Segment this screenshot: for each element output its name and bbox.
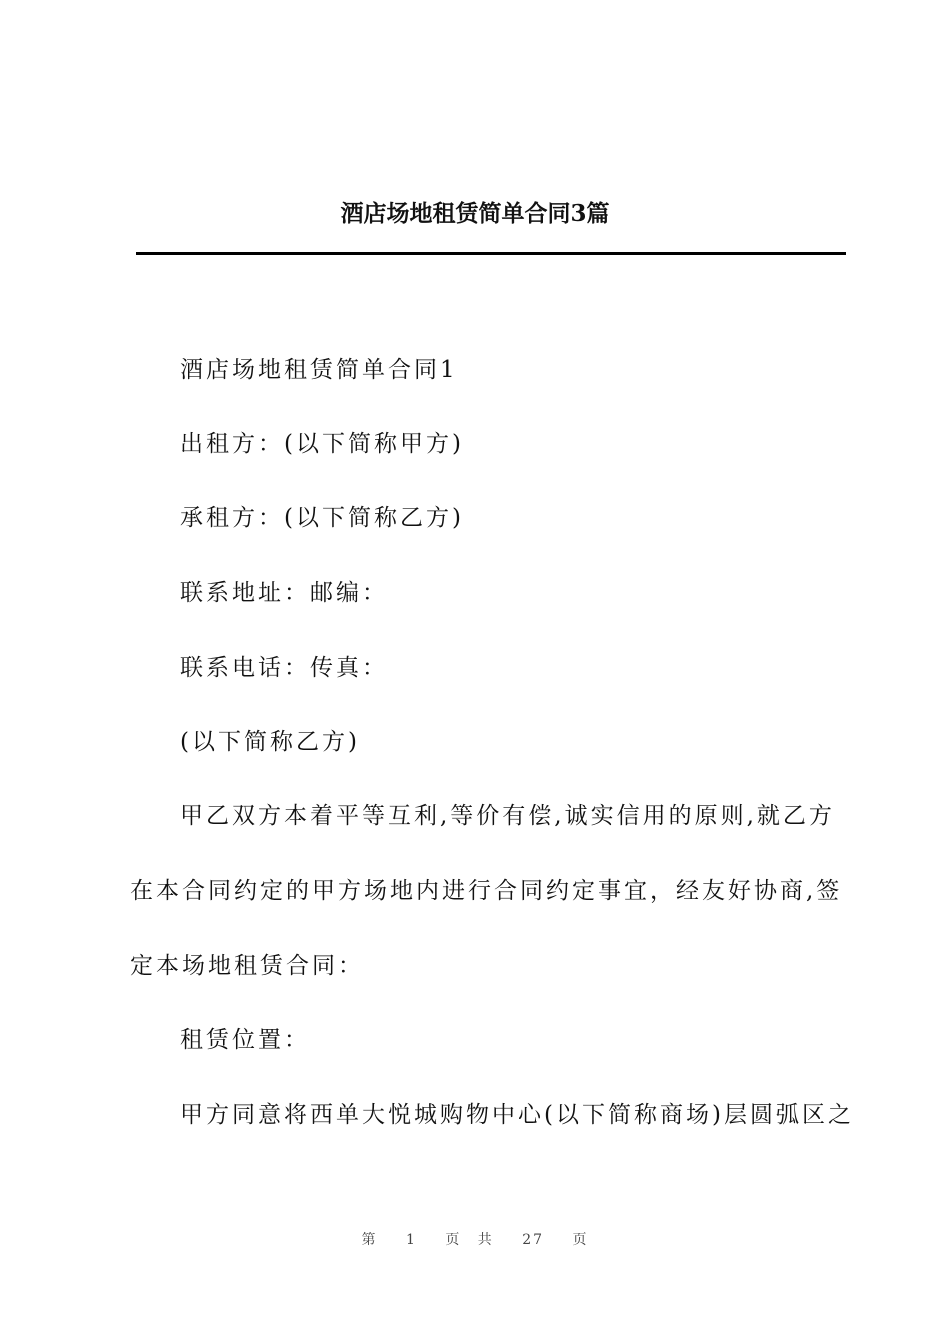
document-title: 酒店场地租赁简单合同3篇	[340, 200, 610, 227]
page-label-middle: 页 共	[445, 1232, 494, 1248]
section-heading: 酒店场地租赁简单合同1	[180, 357, 458, 383]
paragraph-line: 在本合同约定的甲方场地内进行合同约定事宜，经友好协商,签	[130, 878, 843, 904]
page-label-prefix: 第	[361, 1232, 378, 1248]
party-b-line: (以下简称乙方)	[180, 729, 360, 755]
location-heading: 租赁位置：	[180, 1027, 310, 1053]
lessor-line: 出租方：(以下简称甲方)	[180, 431, 464, 457]
current-page-number: 1	[405, 1232, 417, 1248]
lessee-line: 承租方：(以下简称乙方)	[180, 505, 464, 531]
total-pages-number: 27	[522, 1232, 545, 1248]
paragraph-line: 甲乙双方本着平等互利,等价有偿,诚实信用的原则,就乙方	[180, 803, 835, 829]
address-line: 联系地址：邮编：	[180, 580, 388, 606]
phone-line: 联系电话：传真：	[180, 655, 388, 681]
paragraph-line: 定本场地租赁合同：	[130, 953, 364, 979]
paragraph-line: 甲方同意将西单大悦城购物中心(以下简称商场)层圆弧区之	[180, 1102, 854, 1128]
title-divider	[136, 252, 846, 255]
page-label-suffix: 页	[572, 1232, 589, 1248]
page-footer	[0, 1228, 950, 1252]
